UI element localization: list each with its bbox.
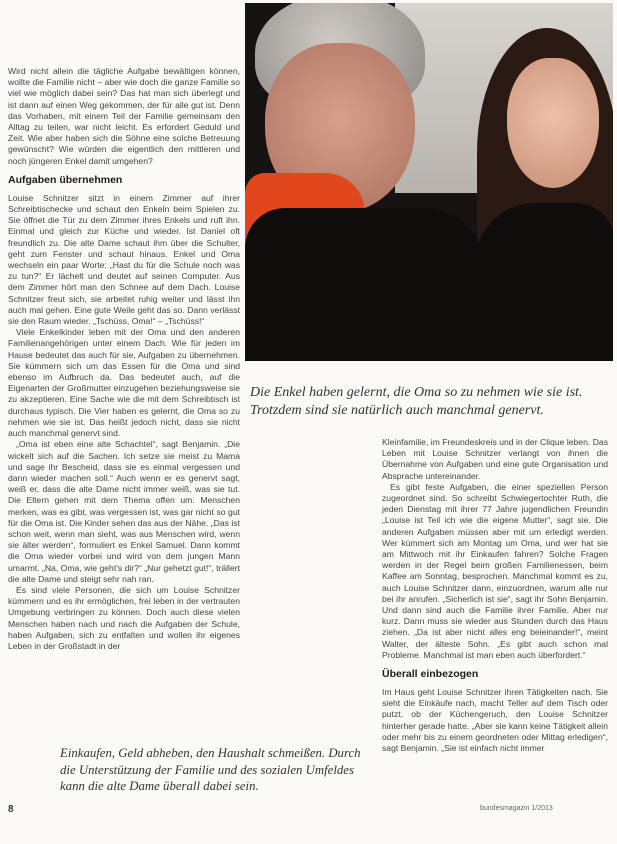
paragraph: „Oma ist eben eine alte Schachtel“, sagt Benjamin. „Die wickelt sich auf die Sachen. Ich setze sie meist zu Mama und sage ihr Bescheid, dass sie es einmal vergessen und dann wieder machen soll.“ Auch wenn er es genervt sagt, weiß er, dass die alte Dame nicht immer weiß, was sie tut. Die Eltern gehen mit dem Thema offen um. Menschen merken, was es gibt, was vergessen ist, was gar nicht so gut für die Oma ist. Die Kinder sehen das aus der Nähe. „Das ist schon weit, wenn man sieht, was aus Menschen wird, wenn sie älter werden“, formuliert es Enkel Samuel. Dann kommt die Oma wieder vorbei und wird von dem jungen Mann umarmt. „Na, Oma, wie geht's dir?“ „Nur gehetzt gut!“, trällert die alte Dame und steigt sehr nah ran. bbox=[8, 439, 240, 584]
granddaughter-body bbox=[475, 203, 613, 361]
photo-caption: Die Enkel haben gelernt, die Oma so zu nehmen wie sie ist. Trotzdem sind sie natürlich auch manchmal genervt. bbox=[250, 385, 583, 418]
pull-quote: Einkaufen, Geld abheben, den Haushalt schmeißen. Durch die Unterstützung der Familie und des sozialen Umfeldes kann die alte Dame überall dabei sein. bbox=[60, 746, 361, 793]
paragraph: Es sind viele Personen, die sich um Louise Schnitzer kümmern und es ihr ermöglichen, frei leben in der vertrauten Umgebung verbringen zu können. Doch auch diese vielen Menschen haben nach und nach die Aufgaben der Schule, haben Aufgaben, sich zu entfalten und wollen ihr eigenes Leben in der Großstadt in der bbox=[8, 584, 240, 651]
page-number: 8 bbox=[8, 804, 14, 815]
article-column-right bbox=[382, 437, 608, 817]
section-heading: Überall einbezogen bbox=[382, 668, 479, 681]
paragraph: Kleinfamilie, im Freundeskreis und in der Clique leben. Das Leben mit Louise Schnitzer verlangt von ihnen die Übernahme von Aufgaben und eine gute Organisation und Absprache untereinander. bbox=[382, 437, 608, 481]
family-photo bbox=[245, 3, 613, 361]
section-heading: Aufgaben übernehmen bbox=[8, 173, 123, 186]
paragraph: Es gibt feste Aufgaben, die einer speziellen Person zugeordnet sind. So schreibt Schwiegertochter Ruth, die jeden Dienstag mit ihrer 77 Jahre jugendlichen Freundin „Louise ist Teil ich wie die eigene Mutter“, sagt sie. Die anderen Aufgaben müssen aber mit um erledigt werden. Wer kümmert sich am Montag um Oma, und wer hat sie am Mittwoch mit ihr Einkaufen fahren? Solche Fragen werden in der Regel beim großen Familienessen, beim Kaffee am Sonntag, besprochen. Manchmal kommt es zu, auch Louise Schnitzer dann, einzuordnen, warum alle nur bei ihr anrufen. „Sicherlich ist sie“, sagt ihr Sohn Benjamin. Und dann sind auch die Familie ihrer Familie. Aber nur kurz. Dann muss sie wieder aus Stunden durch das Haus ziehen. „Da ist aber nicht alles eng beieinander!“, meint Walter, der älteste Sohn. „Es gibt auch schon mal Probleme. Manchmal ist man eben auch überfordert.“ bbox=[382, 481, 608, 660]
grandmother-body bbox=[245, 208, 485, 361]
paragraph: Im Haus geht Louise Schnitzer ihren Tätigkeiten nach. Sie sieht die Einkäufe nach, macht Teller auf dem Tisch oder putzt, ob der Küchengeruch, den Louise Schnitzer hinterher gerade hatte. „Aber sie kann keine Tätigkeit allein oder mehr bis zu einem geordneten oder Mittag erledigen“, sagt Benjamin. „Sie ist einfach nicht immer bbox=[382, 687, 608, 754]
paragraph: Wird nicht allein die tägliche Aufgabe bewältigen können, wollte die Familie nicht – aber wie doch die ganze Familie so viel wie möglich dabei sein? Das hat man sich überlegt und ist dann auf einen Weg gekommen, der für alle gut ist. Denn das Vorhaben, mit einem Teil der Familie gemeinsam den Alltag zu teilen, war nicht leicht. Es erfordert Geduld und Zeit. Wie aber haben sich die Söhne eine solche Betreuung gewünscht? Wie würden die eigentlich den mittleren und noch jüngeren Enkel damit umgehen? bbox=[8, 66, 240, 166]
paragraph: Louise Schnitzer sitzt in einem Zimmer auf ihrer Schreibtischecke und schaut den Enkeln beim Spielen zu. Sie öffnet die Tür zu dem Zimmer ihres Enkels und ruft ihn. Einmal und gleich zur Küche und wieder. Ist Daniel oft freundlich zu. Die alte Dame schaut ihm über die Schulter, geht zum Fenster und schaut hinaus. Enkel und Oma wechseln ein paar Worte: „Hast du für die Schule noch was zu tun?“ Er lächelt und deutet auf seinen Computer. Aus dem Zimmer hört man den Schnee auf dem Dach. Louise Schnitzer freut sich, sie arbeitet ruhig weiter und lässt ihn auch mal gehen. Eine gute Weile geht das so. Dann verlässt sie den Raum wieder. „Tschüss, Oma!“ – „Tschüss!“ bbox=[8, 192, 240, 327]
granddaughter-face bbox=[507, 58, 599, 188]
paragraph: Viele Enkelkinder leben mit der Oma und den anderen Familienangehörigen unter einem Dach. Wie für jeden im Hause bedeutet das auch für sie, Aufgaben zu übernehmen. Sie kümmern sich um das Essen für die Oma und sind ebenso im Aufbruch da. Das bedeutet auch, auf die Eigenarten der Großmutter einzugehen beziehungsweise sie zu akzeptieren. Eine Sache wie die mit dem Schreibtisch ist durchaus typisch. Die Vier haben es gelernt, die Oma so zu nehmen wie sie ist. Das heißt jedoch nicht, dass sie nicht auch manchmal genervt sind. bbox=[8, 327, 240, 439]
publication-footer: bundesmagazin 1/2013 bbox=[480, 805, 553, 812]
article-column-left bbox=[8, 66, 240, 686]
